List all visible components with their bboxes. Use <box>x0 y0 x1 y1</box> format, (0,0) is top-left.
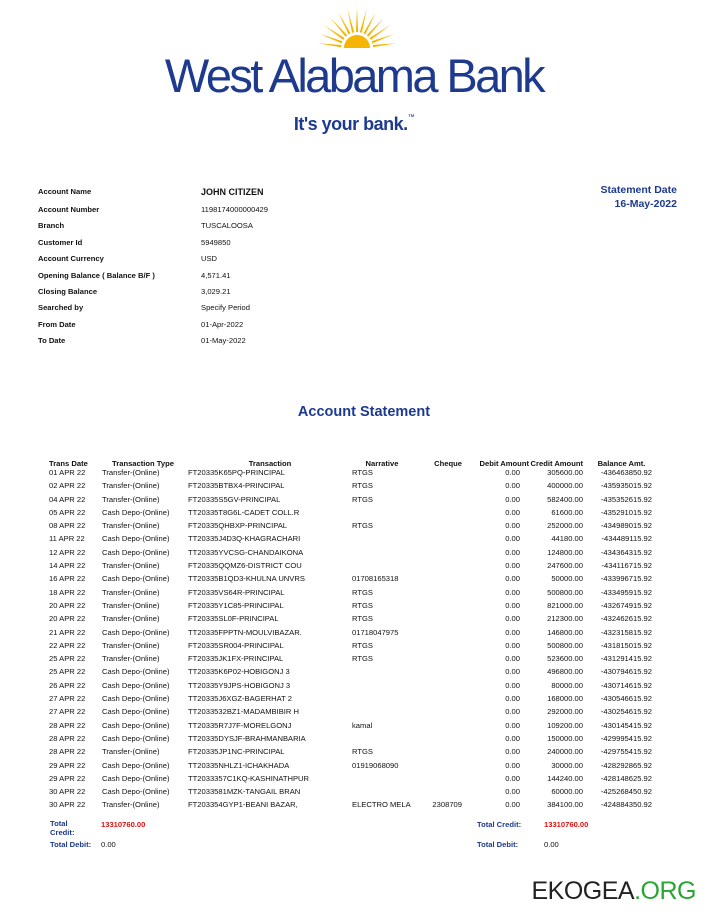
cell-credit-amount: 150000.00 <box>547 733 583 743</box>
watermark-text: EKOGEA <box>531 877 635 905</box>
col-header-trans-date: Trans Date <box>49 459 88 468</box>
col-header-narrative: Narrative <box>365 459 399 468</box>
cell-transaction: TT20335YVCSG-CHANDAIKONA <box>188 547 304 557</box>
right-total-credit-label: Total Credit: <box>477 820 522 829</box>
cell-transaction-type: Cash Depo-(Online) <box>102 707 170 717</box>
cell-narrative: RTGS <box>352 481 373 491</box>
cell-cheque <box>412 707 462 720</box>
cell-trans-date: 08 APR 22 <box>49 521 86 531</box>
cell-credit-amount: 44180.00 <box>551 534 583 544</box>
cell-transaction: FT20335SL0F-PRINCIPAL <box>188 614 279 624</box>
cell-transaction-type: Cash Depo-(Online) <box>102 680 170 690</box>
cell-transaction: FT20335S5GV-PRINCIPAL <box>188 494 281 504</box>
table-row <box>46 481 652 494</box>
cell-transaction: TT2033357C1KQ-KASHINATHPUR <box>188 773 309 783</box>
cell-credit-amount: 240000.00 <box>547 747 583 757</box>
cell-transaction-type: Transfer-(Online) <box>102 468 160 477</box>
cell-transaction: FT20335VS64R-PRINCIPAL <box>188 587 285 597</box>
cell-cheque <box>412 787 462 800</box>
info-value: 01-Apr-2022 <box>201 320 244 329</box>
cell-trans-date: 21 APR 22 <box>49 627 86 637</box>
cell-transaction-type: Cash Depo-(Online) <box>102 547 170 557</box>
sun-ray <box>356 8 358 32</box>
cell-trans-date: 29 APR 22 <box>49 773 86 783</box>
cell-credit-amount: 247600.00 <box>547 561 583 571</box>
cell-transaction: TT2033532BZ1-MADAMBIBIR H <box>188 707 299 717</box>
cell-transaction: FT20335QQMZ6-DISTRICT COU <box>188 561 302 571</box>
cell-narrative: RTGS <box>352 614 373 624</box>
cell-transaction-type: Transfer-(Online) <box>102 747 160 757</box>
cell-trans-date: 14 APR 22 <box>49 561 86 571</box>
cell-credit-amount: 144240.00 <box>547 773 583 783</box>
cell-narrative: RTGS <box>352 521 373 531</box>
cell-credit-amount: 523600.00 <box>547 654 583 664</box>
col-header-balance-amt: Balance Amt. <box>597 459 646 468</box>
total-credit-value: 13310760.00 <box>101 820 146 829</box>
cell-transaction-type: Cash Depo-(Online) <box>102 760 170 770</box>
cell-narrative <box>352 561 412 574</box>
cell-trans-date: 18 APR 22 <box>49 587 86 597</box>
table-row <box>46 800 652 818</box>
cell-transaction-type: Transfer-(Online) <box>102 800 160 810</box>
cell-transaction: FT20335SR004-PRINCIPAL <box>188 640 284 650</box>
cell-balance-amt: -433996715.92 <box>600 574 652 584</box>
cell-transaction: TT20335NHLZ1-ICHAKHADA <box>188 760 290 770</box>
cell-credit-amount: 400000.00 <box>547 481 583 491</box>
table-row <box>46 761 652 774</box>
statement-date <box>601 183 677 211</box>
cell-balance-amt: -428148625.92 <box>600 773 652 783</box>
table-row <box>46 508 652 521</box>
cell-balance-amt: -432674915.92 <box>600 600 652 610</box>
cell-narrative <box>352 707 412 720</box>
cell-trans-date: 25 APR 22 <box>49 667 86 677</box>
col-header-debit-amount: Debit Amount <box>479 459 529 468</box>
cell-credit-amount: 292000.00 <box>547 707 583 717</box>
cell-transaction-type: Transfer-(Online) <box>102 640 160 650</box>
cell-debit-amount: 0.00 <box>505 680 520 690</box>
cell-transaction-type: Transfer-(Online) <box>102 521 160 531</box>
sun-ray <box>318 43 341 47</box>
cell-narrative: kamal <box>352 720 373 730</box>
cell-debit-amount: 0.00 <box>505 561 520 571</box>
cell-credit-amount: 305600.00 <box>547 468 583 477</box>
cell-credit-amount: 61600.00 <box>551 507 583 517</box>
cell-cheque <box>412 694 462 707</box>
transactions-table <box>46 459 652 818</box>
cell-trans-date: 29 APR 22 <box>49 760 86 770</box>
statement-date-value: 16-May-2022 <box>614 198 677 210</box>
cell-transaction: FT20335K65PQ-PRINCIPAL <box>188 468 285 477</box>
cell-transaction: TT20335T8G6L-CADET COLL.R <box>188 507 300 517</box>
cell-balance-amt: -435291015.92 <box>600 507 652 517</box>
cell-credit-amount: 30000.00 <box>551 760 583 770</box>
cell-transaction: TT2033581MZK-TANGAIL BRAN <box>188 787 301 797</box>
cell-trans-date: 16 APR 22 <box>49 574 86 584</box>
cell-debit-amount: 0.00 <box>505 773 520 783</box>
cell-debit-amount: 0.00 <box>505 547 520 557</box>
cell-transaction: TT20335K6P02-HOBIGONJ 3 <box>188 667 290 677</box>
bank-tagline <box>0 114 708 135</box>
cell-trans-date: 25 APR 22 <box>49 654 86 664</box>
cell-credit-amount: 212300.00 <box>547 614 583 624</box>
cell-narrative <box>352 694 412 707</box>
cell-balance-amt: -436463850.92 <box>600 468 652 477</box>
cell-balance-amt: -434364315.92 <box>600 547 652 557</box>
cell-cheque <box>412 574 462 587</box>
cell-debit-amount: 0.00 <box>505 627 520 637</box>
cell-narrative: RTGS <box>352 494 373 504</box>
cell-trans-date: 12 APR 22 <box>49 547 86 557</box>
cell-transaction-type: Cash Depo-(Online) <box>102 733 170 743</box>
cell-balance-amt: -433495915.92 <box>600 587 652 597</box>
cell-balance-amt: -432315815.92 <box>600 627 652 637</box>
col-header-transaction: Transaction <box>248 459 292 468</box>
cell-balance-amt: -431291415.92 <box>600 654 652 664</box>
cell-transaction: FT20335JK1FX-PRINCIPAL <box>188 654 284 664</box>
info-label: Closing Balance <box>38 287 98 296</box>
cell-trans-date: 28 APR 22 <box>49 733 86 743</box>
cell-cheque <box>412 468 462 481</box>
cell-narrative <box>352 548 412 561</box>
cell-credit-amount: 146800.00 <box>547 627 583 637</box>
cell-credit-amount: 60000.00 <box>551 787 583 797</box>
cell-cheque <box>412 481 462 494</box>
info-label: Branch <box>38 221 65 230</box>
cell-trans-date: 28 APR 22 <box>49 747 86 757</box>
cell-trans-date: 02 APR 22 <box>49 481 86 491</box>
sun-core <box>344 35 370 48</box>
info-value: 01-May-2022 <box>201 336 246 345</box>
cell-narrative <box>352 667 412 680</box>
cell-narrative: RTGS <box>352 468 373 477</box>
cell-transaction-type: Transfer-(Online) <box>102 654 160 664</box>
cell-debit-amount: 0.00 <box>505 587 520 597</box>
watermark <box>532 877 697 906</box>
cell-debit-amount: 0.00 <box>505 494 520 504</box>
cell-narrative: 01919068090 <box>352 760 399 770</box>
cell-credit-amount: 124800.00 <box>547 547 583 557</box>
cell-narrative: ELECTRO MELA <box>352 800 411 810</box>
cell-debit-amount: 0.00 <box>505 747 520 757</box>
cell-cheque <box>412 534 462 547</box>
cell-cheque <box>412 548 462 561</box>
tagline-text: It's your bank. <box>293 114 408 134</box>
cell-debit-amount: 0.00 <box>505 600 520 610</box>
bank-name: West Alabama Bank <box>164 49 544 102</box>
cell-transaction: TT20335J6XGZ-BAGERHAT 2 <box>188 694 292 704</box>
cell-transaction: FT20335JP1NC-PRINCIPAL <box>188 747 285 757</box>
cell-balance-amt: -424884350.92 <box>600 800 652 810</box>
cell-cheque <box>412 588 462 601</box>
info-label: Account Currency <box>38 254 104 263</box>
cell-debit-amount: 0.00 <box>505 654 520 664</box>
table-row <box>46 654 652 667</box>
cell-debit-amount: 0.00 <box>505 707 520 717</box>
cell-transaction: TT20335FPPTN-MOULVIBAZAR. <box>188 627 302 637</box>
info-label: To Date <box>38 336 66 345</box>
cell-narrative <box>352 774 412 787</box>
trademark-mark: ™ <box>407 114 415 121</box>
cell-debit-amount: 0.00 <box>505 800 520 810</box>
cell-transaction-type: Transfer-(Online) <box>102 561 160 571</box>
cell-debit-amount: 0.00 <box>505 614 520 624</box>
cell-balance-amt: -431815015.92 <box>600 640 652 650</box>
table-row <box>46 468 652 481</box>
cell-balance-amt: -425268450.92 <box>600 787 652 797</box>
sun-ray <box>330 18 347 37</box>
cell-debit-amount: 0.00 <box>505 694 520 704</box>
cell-credit-amount: 384100.00 <box>547 800 583 810</box>
table-row <box>46 774 652 787</box>
cell-transaction-type: Transfer-(Online) <box>102 494 160 504</box>
cell-cheque <box>412 654 462 667</box>
cell-narrative <box>352 681 412 694</box>
cell-balance-amt: -430794615.92 <box>600 667 652 677</box>
cell-cheque <box>412 667 462 680</box>
sun-ray <box>360 9 367 33</box>
cell-credit-amount: 109200.00 <box>547 720 583 730</box>
info-value: Specify Period <box>201 303 250 312</box>
cell-narrative <box>352 534 412 547</box>
cell-transaction-type: Cash Depo-(Online) <box>102 534 170 544</box>
cell-transaction: TT20335R7J7F-MORELGONJ <box>188 720 292 730</box>
table-row <box>46 707 652 720</box>
col-header-cheque: Cheque <box>434 459 462 468</box>
cell-transaction-type: Cash Depo-(Online) <box>102 773 170 783</box>
transactions-body <box>46 468 652 818</box>
cell-narrative <box>352 787 412 800</box>
info-label: From Date <box>38 320 76 329</box>
cell-cheque <box>412 681 462 694</box>
cell-balance-amt: -434489115.92 <box>601 534 652 544</box>
table-row <box>46 641 652 654</box>
cell-cheque <box>412 734 462 747</box>
table-row <box>46 548 652 561</box>
table-row <box>46 747 652 760</box>
cell-balance-amt: -434989015.92 <box>600 521 652 531</box>
sun-logo-icon <box>318 4 396 48</box>
cell-trans-date: 22 APR 22 <box>49 640 86 650</box>
table-row <box>46 787 652 800</box>
cell-transaction-type: Cash Depo-(Online) <box>102 627 170 637</box>
cell-balance-amt: -430145415.92 <box>600 720 652 730</box>
info-label: Account Number <box>38 205 100 214</box>
table-row <box>46 588 652 601</box>
cell-debit-amount: 0.00 <box>505 787 520 797</box>
cell-balance-amt: -435352615.92 <box>600 494 652 504</box>
cell-credit-amount: 500800.00 <box>547 587 583 597</box>
cell-credit-amount: 50000.00 <box>551 574 583 584</box>
cell-credit-amount: 168000.00 <box>547 694 583 704</box>
cell-cheque <box>412 774 462 787</box>
info-value: USD <box>201 254 218 263</box>
table-row <box>46 734 652 747</box>
cell-transaction-type: Cash Depo-(Online) <box>102 574 170 584</box>
sun-ray <box>369 25 389 40</box>
cell-trans-date: 30 APR 22 <box>49 787 86 797</box>
sun-rays <box>318 8 396 48</box>
sun-ray <box>324 25 344 40</box>
cell-cheque <box>412 521 462 534</box>
cell-balance-amt: -435935015.92 <box>600 481 652 491</box>
info-label: Account Name <box>38 187 92 196</box>
table-row <box>46 628 652 641</box>
cell-cheque <box>412 508 462 521</box>
watermark-accent: .ORG <box>634 877 696 905</box>
cell-narrative <box>352 734 412 747</box>
cell-narrative: RTGS <box>352 654 373 664</box>
cell-trans-date: 20 APR 22 <box>49 614 86 624</box>
right-total-debit-label: Total Debit: <box>477 840 519 849</box>
cell-transaction-type: Cash Depo-(Online) <box>102 667 170 677</box>
total-credit-label: Total Credit: <box>50 819 75 837</box>
cell-balance-amt: -432462615.92 <box>600 614 652 624</box>
cell-transaction-type: Cash Depo-(Online) <box>102 507 170 517</box>
sun-ray <box>367 18 384 37</box>
right-total-credit-value: 13310760.00 <box>544 820 589 829</box>
info-label: Opening Balance ( Balance B/F ) <box>38 271 155 280</box>
cell-cheque <box>412 761 462 774</box>
cell-balance-amt: -430546615.92 <box>600 694 652 704</box>
cell-transaction-type: Transfer-(Online) <box>102 481 160 491</box>
statement-title: Account Statement <box>297 404 431 420</box>
col-header-transaction-type: Transaction Type <box>112 459 174 468</box>
cell-credit-amount: 500800.00 <box>547 640 583 650</box>
cell-balance-amt: -430714615.92 <box>600 680 652 690</box>
table-row <box>46 495 652 508</box>
cell-balance-amt: -434116715.92 <box>601 561 652 571</box>
cell-balance-amt: -429995415.92 <box>600 733 652 743</box>
table-row <box>46 534 652 547</box>
cell-narrative <box>352 508 412 521</box>
cell-narrative: 01718047975 <box>352 627 399 637</box>
cell-trans-date: 04 APR 22 <box>49 494 86 504</box>
info-value: 3,029.21 <box>201 287 231 296</box>
info-value: 4,571.41 <box>201 271 231 280</box>
cell-transaction: FT20335QHBXP-PRINCIPAL <box>188 521 288 531</box>
table-row <box>46 601 652 614</box>
cell-narrative: 01708165318 <box>352 574 399 584</box>
cell-cheque <box>412 614 462 627</box>
cell-narrative: RTGS <box>352 747 373 757</box>
cell-narrative: RTGS <box>352 587 373 597</box>
cell-debit-amount: 0.00 <box>505 733 520 743</box>
cell-debit-amount: 0.00 <box>505 574 520 584</box>
cell-cheque <box>412 641 462 654</box>
cell-transaction-type: Cash Depo-(Online) <box>102 787 170 797</box>
cell-transaction: FT20335BTBX4-PRINCIPAL <box>188 481 285 491</box>
cell-debit-amount: 0.00 <box>505 640 520 650</box>
cell-trans-date: 27 APR 22 <box>49 707 86 717</box>
cell-debit-amount: 0.00 <box>505 760 520 770</box>
cell-credit-amount: 582400.00 <box>547 494 583 504</box>
cell-debit-amount: 0.00 <box>505 507 520 517</box>
cell-transaction: TT20335Y9JPS-HOBIGONJ 3 <box>188 680 291 690</box>
cell-credit-amount: 821000.00 <box>547 600 583 610</box>
sun-ray <box>347 9 354 33</box>
info-label: Customer Id <box>38 238 83 247</box>
info-label: Searched by <box>38 303 84 312</box>
info-value: JOHN CITIZEN <box>201 187 264 197</box>
cell-trans-date: 05 APR 22 <box>49 507 86 517</box>
cell-transaction: FT20335Y1C85-PRINCIPAL <box>188 600 284 610</box>
cell-cheque: 2308709 <box>432 800 462 810</box>
col-header-credit-amount: Credit Amount <box>530 459 583 468</box>
cell-balance-amt: -429755415.92 <box>600 747 652 757</box>
cell-cheque <box>412 561 462 574</box>
table-row <box>46 521 652 534</box>
cell-debit-amount: 0.00 <box>505 534 520 544</box>
cell-trans-date: 01 APR 22 <box>49 468 86 477</box>
cell-transaction: TT20335J4D3Q-KHAGRACHARI <box>188 534 301 544</box>
table-row <box>46 694 652 707</box>
cell-narrative: RTGS <box>352 600 373 610</box>
info-value: 1198174000000429 <box>201 205 269 214</box>
cell-trans-date: 26 APR 22 <box>49 680 86 690</box>
cell-transaction: TT20335DYSJF-BRAHMANBARIA <box>188 733 306 743</box>
table-row <box>46 721 652 734</box>
info-value: 5949850 <box>201 238 231 247</box>
cell-cheque <box>412 747 462 760</box>
cell-credit-amount: 80000.00 <box>551 680 583 690</box>
cell-transaction-type: Transfer-(Online) <box>102 600 160 610</box>
cell-balance-amt: -430254615.92 <box>600 707 652 717</box>
cell-debit-amount: 0.00 <box>505 481 520 491</box>
cell-transaction-type: Cash Depo-(Online) <box>102 720 170 730</box>
cell-trans-date: 27 APR 22 <box>49 694 86 704</box>
cell-debit-amount: 0.00 <box>505 667 520 677</box>
total-debit-value: 0.00 <box>101 840 116 849</box>
cell-cheque <box>412 721 462 734</box>
table-header-row <box>46 459 652 468</box>
table-row <box>46 574 652 587</box>
table-row <box>46 614 652 627</box>
cell-transaction: TT20335B1QD3-KHULNA UNVRS <box>188 574 305 584</box>
cell-transaction-type: Transfer-(Online) <box>102 587 160 597</box>
table-row <box>46 667 652 680</box>
cell-credit-amount: 496800.00 <box>547 667 583 677</box>
info-value: TUSCALOOSA <box>201 221 253 230</box>
cell-debit-amount: 0.00 <box>505 468 520 477</box>
cell-transaction-type: Cash Depo-(Online) <box>102 694 170 704</box>
right-total-debit-value: 0.00 <box>544 840 559 849</box>
cell-trans-date: 30 APR 22 <box>49 800 86 810</box>
table-row <box>46 681 652 694</box>
cell-trans-date: 28 APR 22 <box>49 720 86 730</box>
cell-debit-amount: 0.00 <box>505 720 520 730</box>
sun-ray <box>373 43 396 47</box>
cell-transaction-type: Transfer-(Online) <box>102 614 160 624</box>
cell-cheque <box>412 601 462 614</box>
cell-narrative: RTGS <box>352 640 373 650</box>
cell-debit-amount: 0.00 <box>505 521 520 531</box>
cell-credit-amount: 252000.00 <box>547 521 583 531</box>
cell-trans-date: 20 APR 22 <box>49 600 86 610</box>
statement-date-label: Statement Date <box>600 184 677 196</box>
cell-cheque <box>412 495 462 508</box>
cell-balance-amt: -428292865.92 <box>600 760 652 770</box>
cell-cheque <box>412 628 462 641</box>
total-debit-label: Total Debit: <box>50 840 92 849</box>
cell-trans-date: 11 APR 22 <box>49 534 85 544</box>
table-row <box>46 561 652 574</box>
cell-transaction: FT203354GYP1-BEANI BAZAR, <box>188 800 298 810</box>
